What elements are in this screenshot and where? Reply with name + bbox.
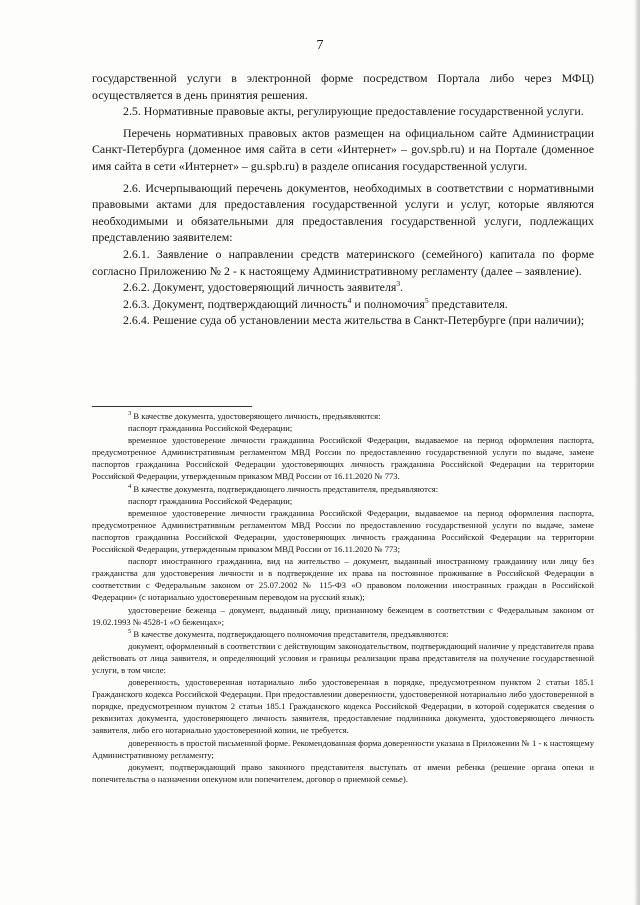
page-number: 7 [316,38,324,53]
paragraph-2-6-4: 2.6.4. Решение суда об установлении места жительства в Санкт-Петербурге (при наличии); [123,313,585,328]
footnote-5-item: доверенность, удостоверенная нотариально либо удостоверенная в порядке, предусмотренном пунктом 2 статьи 185.1 Гражданского кодекса Российской Федерации. При предоставлении доверенности, удостоверенной нотариально либо удостоверенной в порядке, предусмотренном пунктом 2 статьи 185.1 Гражданского кодекса Российской Федерации, в которой содержатся сведения о реквизитах документа, удостоверяющего личность заявителя, предоставление подлинника документа, удостоверяющего личность заявителя, либо его нотариально удостоверенной копии, не требуется. [92,677,594,736]
footnote-5-item: документ, оформленный в соответствии с действующим законодательством, подтверждающий наличие у представителя права действовать от лица заявителя, и определяющий условия и границы реализации права представителя на получение государственной услуги, в том числе: [92,640,594,675]
paragraph-2-5: 2.5. Нормативные правовые акты, регулирующие предоставление государственной услуги. [123,104,584,119]
footnote-5-mark: 5 [128,627,132,635]
footnote-4-item: паспорт гражданина Российской Федерации; [128,495,293,506]
footnote-3-item: паспорт гражданина Российской Федерации; [128,423,293,434]
paragraph-2-6-3 [92,296,594,313]
footnote-4-item: временное удостоверение личности гражданина Российской Федерации, выдаваемое на период оформления паспорта, предусмотренное Административным регламентом МВД России по предоставлению государственной услуги по выдаче, замене паспортов гражданина Российской Федерации, удостоверяющих личность гражданина Российской Федерации на территории Российской Федерации, утвержденным приказом МВД России от 16.11.2020 № 773; [92,507,594,555]
footnote-4-mark: 4 [128,482,132,490]
paragraph-2-6-2-text: 2.6.2. Документ, удостоверяющий личность заявителя [123,280,397,295]
footnote-3-title [92,410,594,422]
footnotes [92,410,594,785]
footnote-separator [92,406,252,407]
footnote-ref-3[interactable]: 3 [396,279,401,289]
paragraph-2-6-3-text-a: 2.6.3. Документ, подтверждающий личность [123,296,348,311]
paragraph-2-6-1: 2.6.1. Заявление о направлении средств материнского (семейного) капитала по форме согласно Приложению № 2 - к настоящему Административному регламенту (далее – заявление). [92,246,594,278]
footnote-5-title-text: В качестве документа, подтверждающего полномочия представителя, предъявляются: [131,628,449,639]
footnote-5-title [92,628,594,640]
main-text [92,70,594,329]
paragraph-2-6-3-text-c: представителя. [428,296,508,311]
footnote-5-item: доверенность в простой письменной форме. Рекомендованная форма доверенности указана в Приложении № 1 - к настоящему Административному регламенту; [92,737,594,760]
footnote-3-mark: 3 [128,410,132,418]
paragraph-legal-acts-list: Перечень нормативных правовых актов размещен на официальном сайте Администрации Санкт-Петербурга (доменное имя сайта в сети «Интернет» – gov.spb.ru) и на Портале (доменное имя сайта в сети «Интернет» – gu.spb.ru) в разделе описания государственной услуги. [92,125,594,173]
paragraph-2-6-2-end: . [400,280,404,295]
footnote-4-item: паспорт иностранного гражданина, вид на жительство – документ, выданный иностранному гражданину или лицу без гражданства для удостоверения личности и в подтверждение их права на постоянное проживание в Российской Федерации в соответствии с Федеральным законом от 25.07.2002 № 115-ФЗ «О правовом положении иностранных граждан в Российской Федерации» (с нотариально удостоверенным переводом на русский язык); [92,556,594,603]
paragraph-2-6-3-text-b: и полномочия [351,296,425,311]
footnote-5-item: документ, подтверждающий право законного представителя выступать от имени ребенка (решение органа опеки и попечительства о назначении опекуном или попечителем, договор о приемной семье). [92,761,594,784]
footnote-3-title-text: В качестве документа, удостоверяющего личность, предъявляются: [131,411,381,421]
footnote-ref-4[interactable]: 4 [347,295,352,305]
footnote-ref-5[interactable]: 5 [424,295,429,305]
footnote-4-item: удостоверение беженца – документ, выданный лицу, признанному беженцем в соответствии с Федеральным законом от 19.02.1993 № 4528-1 «О беженцах»; [92,604,594,627]
paragraph-2-6: 2.6. Исчерпывающий перечень документов, необходимых в соответствии с нормативными правовыми актами для предоставления государственной услуги и услуг, которые являются необходимыми и обязательными для предоставления государственной услуги, подлежащих представлению заявителем: [92,180,594,245]
footnote-4-title [92,483,594,495]
paragraph-2-6-2 [92,279,594,296]
scan-edge-shadow [634,0,640,905]
footnote-4-title-text: В качестве документа, подтверждающего личность представителя, предъявляются: [131,483,439,494]
paragraph-continuation: государственной услуги в электронной форме посредством Портала либо через МФЦ) осуществляется в день принятия решения. [92,71,594,102]
footnote-3-item: временное удостоверение личности гражданина Российской Федерации, выдаваемое на период оформления паспорта, предусмотренное Административным регламентом МВД России по предоставлению государственной услуги по выдаче, замене паспортов гражданина Российской Федерации удостоверяющих личность гражданина Российской Федерации на территории Российской Федерации, утвержденным приказом МВД России от 16.11.2020 № 773. [92,435,594,482]
